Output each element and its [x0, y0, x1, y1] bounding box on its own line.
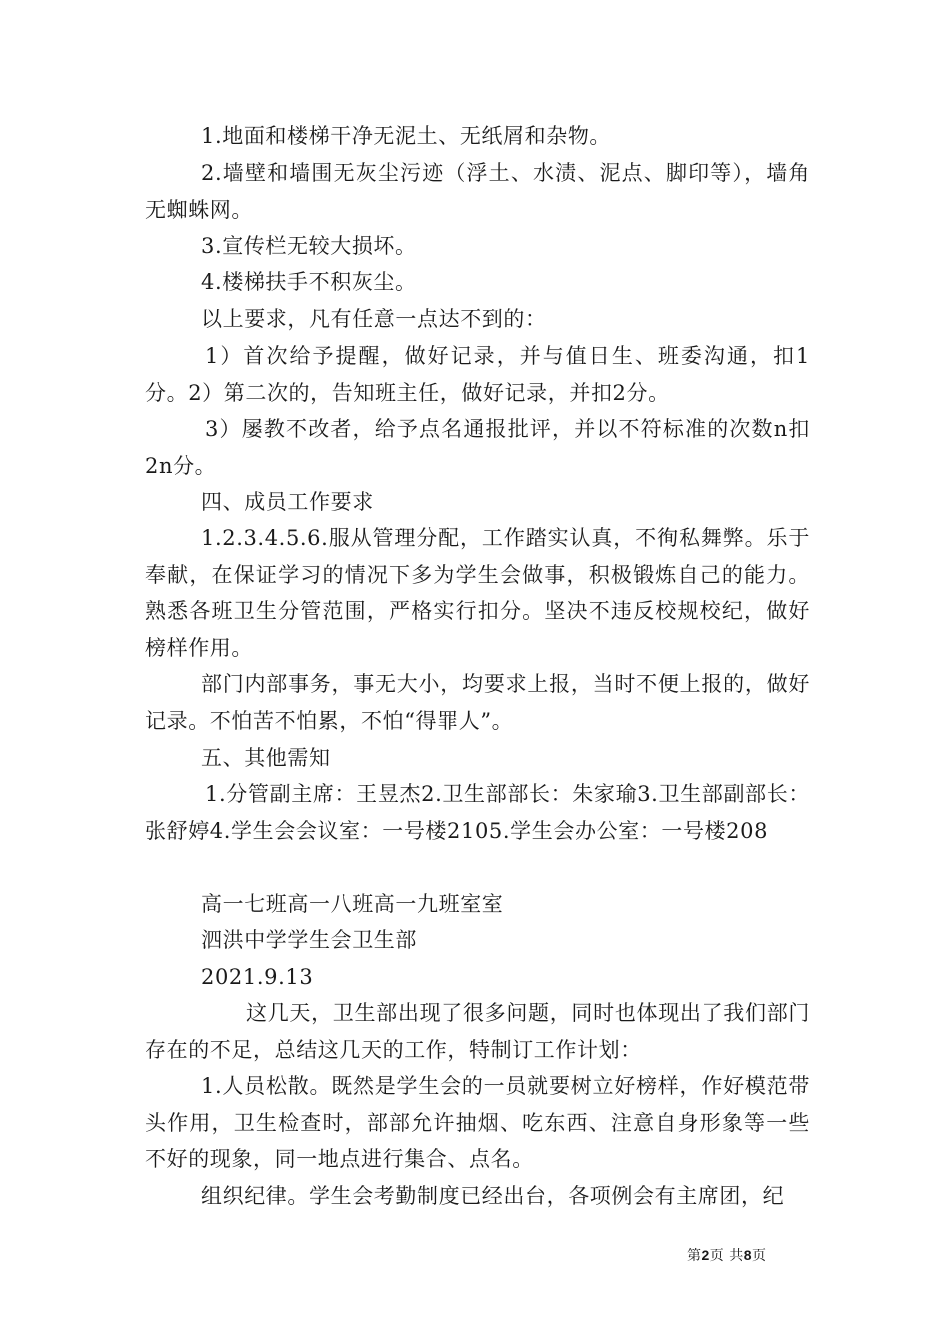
paragraph: 组织纪律。学生会考勤制度已经出台，各项例会有主席团，纪	[201, 1184, 785, 1208]
paragraph: 2.墙壁和墙围无灰尘污迹（浮土、水渍、泥点、脚印等），墙角无蜘蛛网。	[145, 161, 810, 222]
footer-suffix: 页	[752, 1248, 767, 1264]
paragraph: 1.地面和楼梯干净无泥土、无纸屑和杂物。	[201, 124, 612, 148]
paragraph: 部门内部事务，事无大小，均要求上报，当时不便上报的，做好记录。不怕苦不怕累，不怕“得罪人”。	[145, 672, 810, 733]
paragraph: 1.人员松散。既然是学生会的一员就要树立好榜样，作好模范带头作用，卫生检查时，部部允许抽烟、吃东西、注意自身形象等一些不好的现象，同一地点进行集合、点名。	[145, 1074, 810, 1171]
section-heading: 五、其他需知	[201, 746, 331, 770]
paragraph: 1）首次给予提醒，做好记录，并与值日生、班委沟通，扣1分。2）第二次的，告知班主任，做好记录，并扣2分。	[145, 344, 810, 405]
date-line: 2021.9.13	[201, 965, 314, 989]
footer-prefix: 第	[687, 1248, 702, 1264]
footer-page-number: 2	[701, 1247, 710, 1263]
paragraph: 4.楼梯扶手不积灰尘。	[201, 270, 417, 294]
footer-middle: 页 共	[709, 1248, 744, 1264]
paragraph: 3）屡教不改者，给予点名通报批评，并以不符标准的次数n扣2n分。	[145, 417, 810, 478]
page-footer	[687, 1246, 767, 1265]
paragraph: 1.分管副主席：王昱杰2.卫生部部长：朱家瑜3.卫生部副部长：张舒婷4.学生会会议室：一号楼2105.学生会办公室：一号楼208	[145, 782, 810, 843]
paragraph: 这几天，卫生部出现了很多问题，同时也体现出了我们部门存在的不足，总结这几天的工作，特制订工作计划：	[145, 1001, 810, 1062]
footer-total-pages: 8	[743, 1247, 753, 1263]
paragraph: 高一七班高一八班高一九班室室	[201, 892, 504, 916]
paragraph: 泗洪中学学生会卫生部	[201, 928, 417, 952]
paragraph: 以上要求，凡有任意一点达不到的：	[201, 307, 547, 331]
section-heading: 四、成员工作要求	[201, 490, 374, 514]
paragraph: 3.宣传栏无较大损坏。	[201, 234, 417, 258]
paragraph: 1.2.3.4.5.6.服从管理分配，工作踏实认真，不徇私舞弊。乐于奉献，在保证学习的情况下多为学生会做事，积极锻炼自己的能力。熟悉各班卫生分管范围，严格实行扣分。坚决不违反校规校纪，做好榜样作用。	[145, 526, 810, 660]
